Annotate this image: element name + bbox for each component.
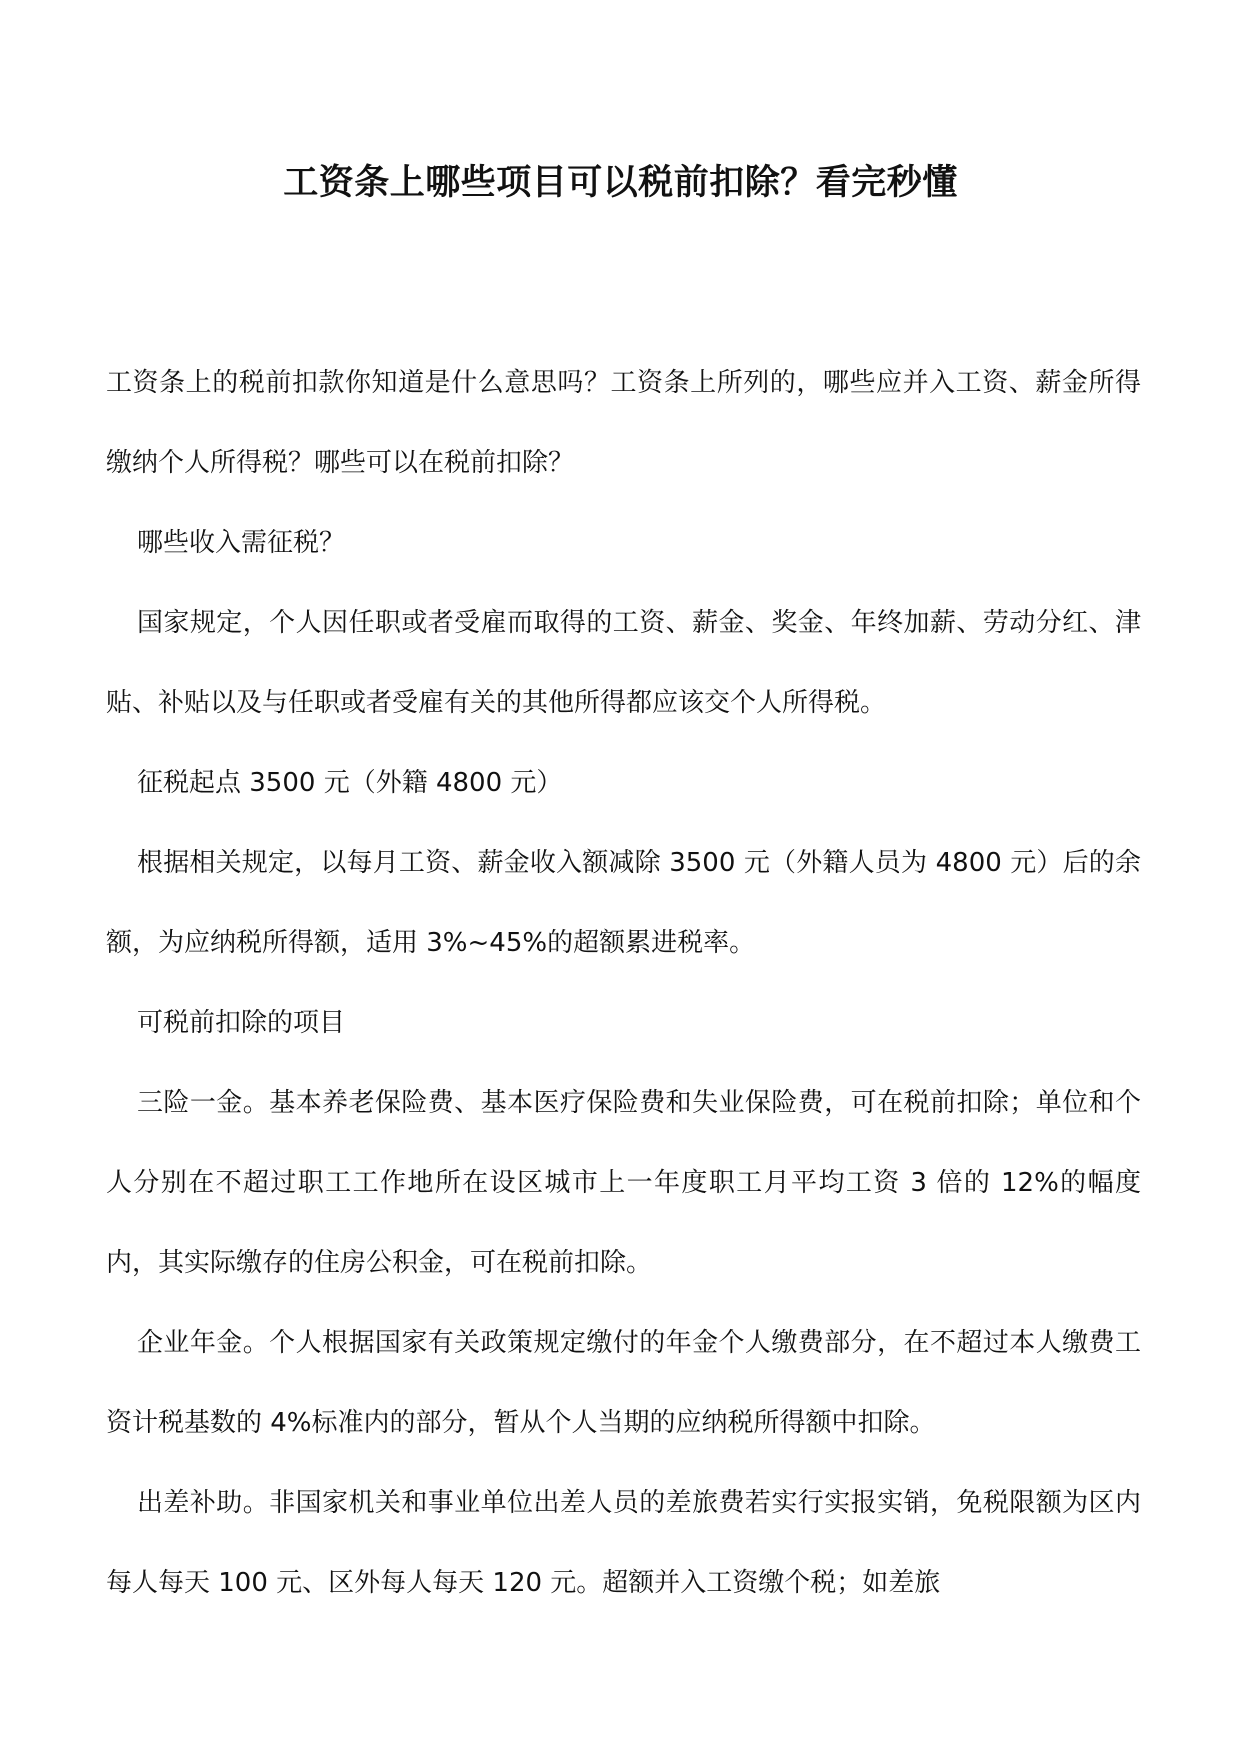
heading-taxable-income: 哪些收入需征税？ [137,528,346,558]
paragraph-enterprise-annuity: 企业年金。个人根据国家有关政策规定缴付的年金个人缴费部分，在不超过本人缴费工资计税基数的 4%标准内的部分，暂从个人当期的应纳税所得额中扣除。 [106,1328,1141,1438]
paragraph-taxable-income: 国家规定，个人因任职或者受雇而取得的工资、薪金、奖金、年终加薪、劳动分红、津贴、补贴以及与任职或者受雇有关的其他所得都应该交个人所得税。 [106,608,1141,718]
paragraph-threshold: 根据相关规定，以每月工资、薪金收入额减除 3500 元（外籍人员为 4800 元）后的余额，为应纳税所得额，适用 3%~45%的超额累进税率。 [106,848,1141,958]
document-title: 工资条上哪些项目可以税前扣除？看完秒懂 [283,163,958,203]
paragraph-travel-allowance: 出差补助。非国家机关和事业单位出差人员的差旅费若实行实报实销，免税限额为区内每人每天 100 元、区外每人每天 120 元。超额并入工资缴个税；如差旅 [106,1488,1141,1598]
heading-threshold: 征税起点 3500 元（外籍 4800 元） [137,768,563,798]
paragraph-intro: 工资条上的税前扣款你知道是什么意思吗？工资条上所列的，哪些应并入工资、薪金所得缴纳个人所得税？哪些可以在税前扣除？ [106,368,1141,478]
document-body [106,343,1141,1623]
paragraph-insurance-fund: 三险一金。基本养老保险费、基本医疗保险费和失业保险费，可在税前扣除；单位和个人分别在不超过职工工作地所在设区城市上一年度职工月平均工资 3 倍的 12%的幅度内，其实际缴存的住房公积金，可在税前扣除。 [106,1088,1141,1278]
heading-deductible-items: 可税前扣除的项目 [137,1008,346,1038]
